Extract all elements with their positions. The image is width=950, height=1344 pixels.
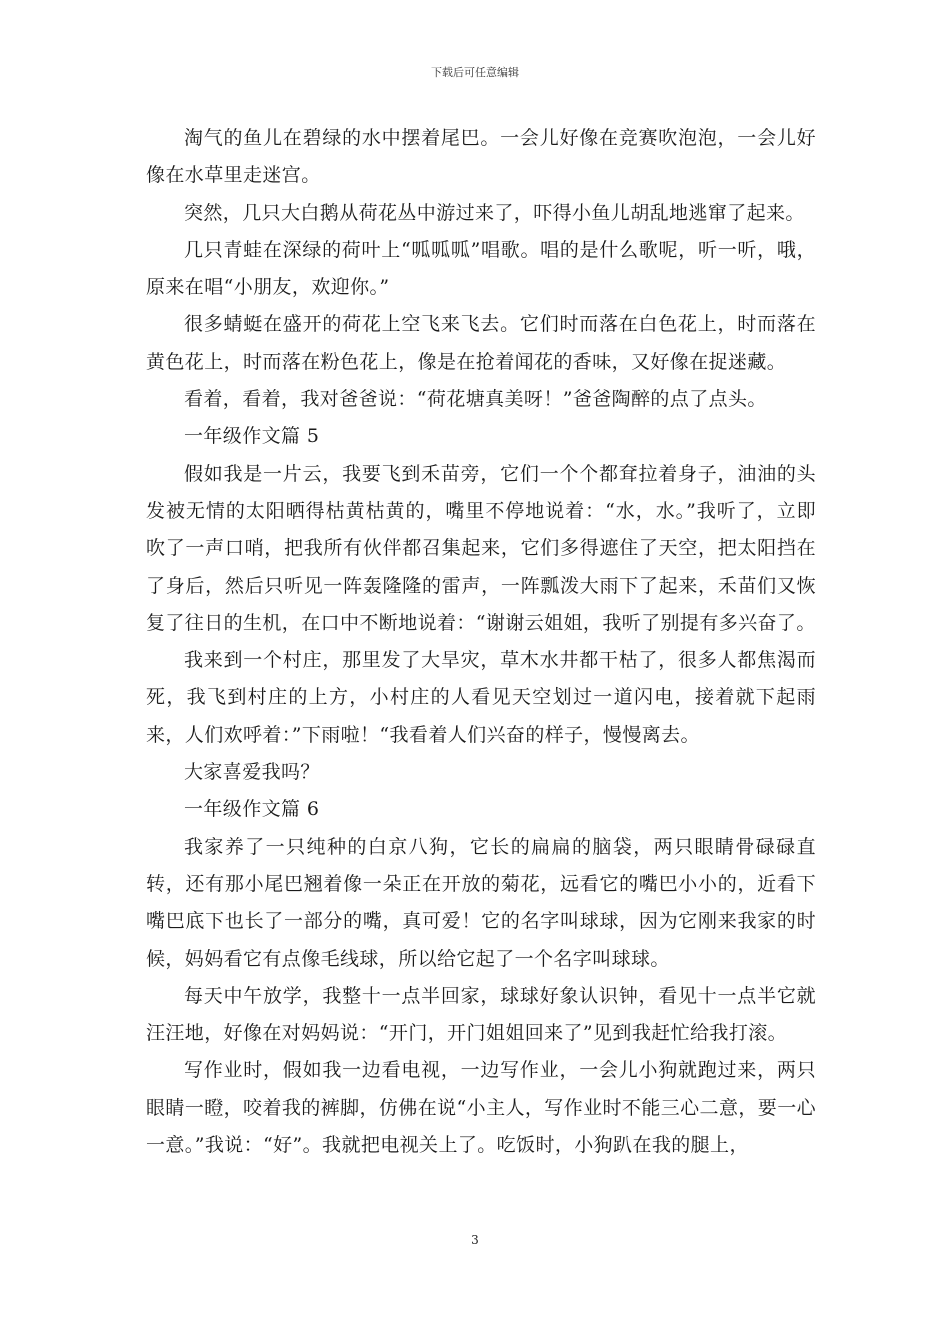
page-header: 下载后可任意编辑	[431, 66, 519, 79]
paragraph: 看着，看着，我对爸爸说：“荷花塘真美呀！”爸爸陶醉的点了点头。	[184, 388, 767, 411]
paragraph: 很多蜻蜓在盛开的荷花上空飞来飞去。它们时而落在白色花上，时而落在黄色花上，时而落在粉色花上，像是在抢着闻花的香味，又好像在捉迷藏。	[146, 313, 816, 373]
document-body	[146, 120, 816, 1164]
paragraph: 突然，几只大白鹅从荷花丛中游过来了，吓得小鱼儿胡乱地逃窜了起来。	[184, 201, 805, 224]
paragraph: 大家喜爱我吗？	[184, 761, 320, 784]
paragraph: 写作业时，假如我一边看电视，一边写作业，一会儿小狗就跑过来，两只眼睛一瞪，咬着我的裤脚，仿佛在说“小主人，写作业时不能三心二意，要一心一意。”我说：“好”。我就把电视关上了。吃饭时，小狗趴在我的腿上，	[146, 1059, 816, 1157]
paragraph: 每天中午放学，我整十一点半回家，球球好象认识钟，看见十一点半它就汪汪地，好像在对妈妈说：“开门，开门姐姐回来了”见到我赶忙给我打滚。	[146, 984, 816, 1045]
paragraph: 淘气的鱼儿在碧绿的水中摆着尾巴。一会儿好像在竞赛吹泡泡，一会儿好像在水草里走迷宫。	[146, 127, 816, 187]
paragraph: 几只青蛙在深绿的荷叶上“呱呱呱”唱歌。唱的是什么歌呢，听一听，哦，原来在唱“小朋友，欢迎你。”	[146, 238, 816, 299]
paragraph: 我来到一个村庄，那里发了大旱灾，草木水井都干枯了，很多人都焦渴而死，我飞到村庄的上方，小村庄的人看见天空划过一道闪电，接着就下起雨来，人们欢呼着：”下雨啦！“我看着人们兴奋的样子，慢慢离去。	[146, 649, 816, 746]
section-heading: 一年级作文篇 6	[184, 798, 320, 821]
paragraph: 我家养了一只纯种的白京八狗，它长的扁扁的脑袋，两只眼睛骨碌碌直转，还有那小尾巴翘着像一朵正在开放的菊花，远看它的嘴巴小小的，近看下嘴巴底下也长了一部分的嘴，真可爱！它的名字叫球球，因为它刚来我家的时候，妈妈看它有点像毛线球，所以给它起了一个名字叫球球。	[146, 835, 816, 970]
section-heading: 一年级作文篇 5	[184, 425, 320, 448]
page-number: 3	[471, 1233, 479, 1247]
paragraph: 假如我是一片云，我要飞到禾苗旁，它们一个个都耷拉着身子，油油的头发被无情的太阳晒得枯黄枯黄的，嘴里不停地说着：“水，水。”我听了，立即吹了一声口哨，把我所有伙伴都召集起来，它们多得遮住了天空，把太阳挡在了身后，然后只听见一阵轰隆隆的雷声，一阵瓢泼大雨下了起来，禾苗们又恢复了往日的生机，在口中不断地说着：“谢谢云姐姐，我听了别提有多兴奋了。	[146, 462, 816, 634]
